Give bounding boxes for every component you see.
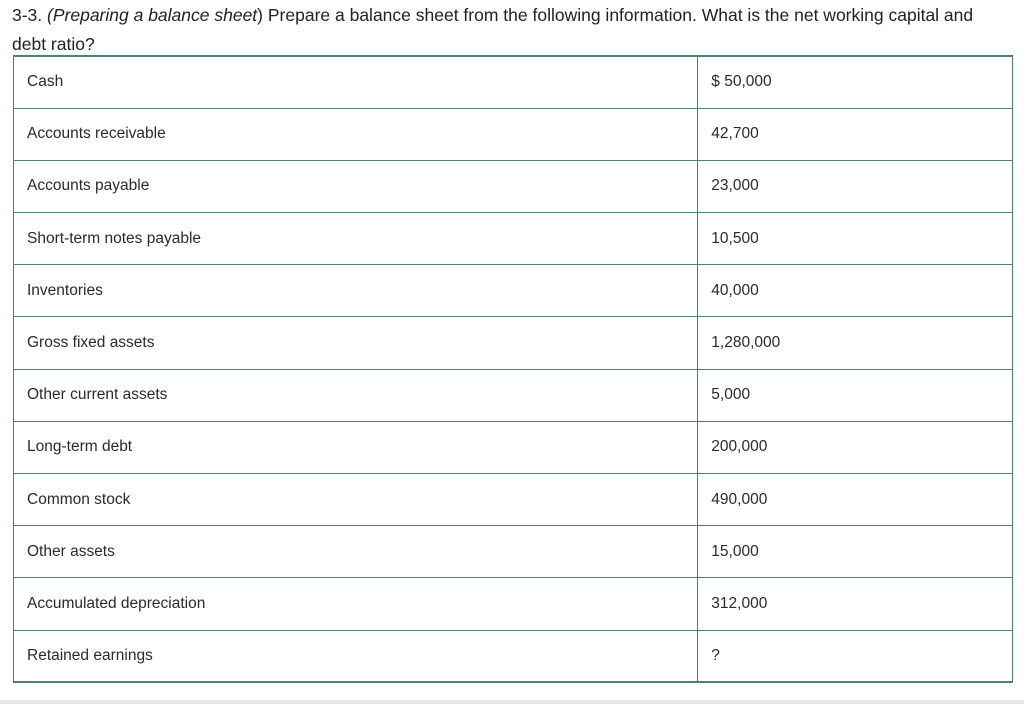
row-label: Long-term debt <box>14 421 698 473</box>
row-label: Inventories <box>14 265 698 317</box>
row-value: 10,500 <box>698 213 1013 265</box>
table-row <box>14 630 1013 682</box>
table-row <box>14 160 1013 212</box>
row-label: Cash <box>14 56 698 108</box>
table-row <box>14 108 1013 160</box>
row-value: ? <box>698 630 1013 682</box>
table-row <box>14 526 1013 578</box>
row-value: 490,000 <box>698 474 1013 526</box>
table-row <box>14 474 1013 526</box>
row-value: 23,000 <box>698 160 1013 212</box>
row-label: Other current assets <box>14 369 698 421</box>
balance-sheet-body <box>14 56 1013 682</box>
row-label: Accumulated depreciation <box>14 578 698 630</box>
question-topic-close: ) <box>257 5 263 25</box>
question-text <box>12 1 1012 59</box>
row-value: 1,280,000 <box>698 317 1013 369</box>
table-row <box>14 265 1013 317</box>
table-row <box>14 213 1013 265</box>
row-value: 5,000 <box>698 369 1013 421</box>
page-bottom-divider <box>0 700 1024 704</box>
balance-sheet-table <box>13 55 1013 683</box>
row-value: 40,000 <box>698 265 1013 317</box>
table-row <box>14 369 1013 421</box>
table-row <box>14 578 1013 630</box>
row-label: Retained earnings <box>14 630 698 682</box>
question-number: 3-3. <box>12 5 43 25</box>
question-body: Prepare a balance sheet from the following information. What is the net working capital and debt ratio? <box>12 5 974 54</box>
row-label: Accounts receivable <box>14 108 698 160</box>
row-label: Short-term notes payable <box>14 213 698 265</box>
row-label: Accounts payable <box>14 160 698 212</box>
row-label: Gross fixed assets <box>14 317 698 369</box>
row-value: 200,000 <box>698 421 1013 473</box>
table-row <box>14 317 1013 369</box>
table-row <box>14 56 1013 108</box>
row-value: 15,000 <box>698 526 1013 578</box>
table-row <box>14 421 1013 473</box>
row-value: 42,700 <box>698 108 1013 160</box>
question-topic: (Preparing a balance sheet <box>47 5 258 25</box>
row-value: 312,000 <box>698 578 1013 630</box>
row-label: Other assets <box>14 526 698 578</box>
row-label: Common stock <box>14 474 698 526</box>
row-value: $ 50,000 <box>698 56 1013 108</box>
